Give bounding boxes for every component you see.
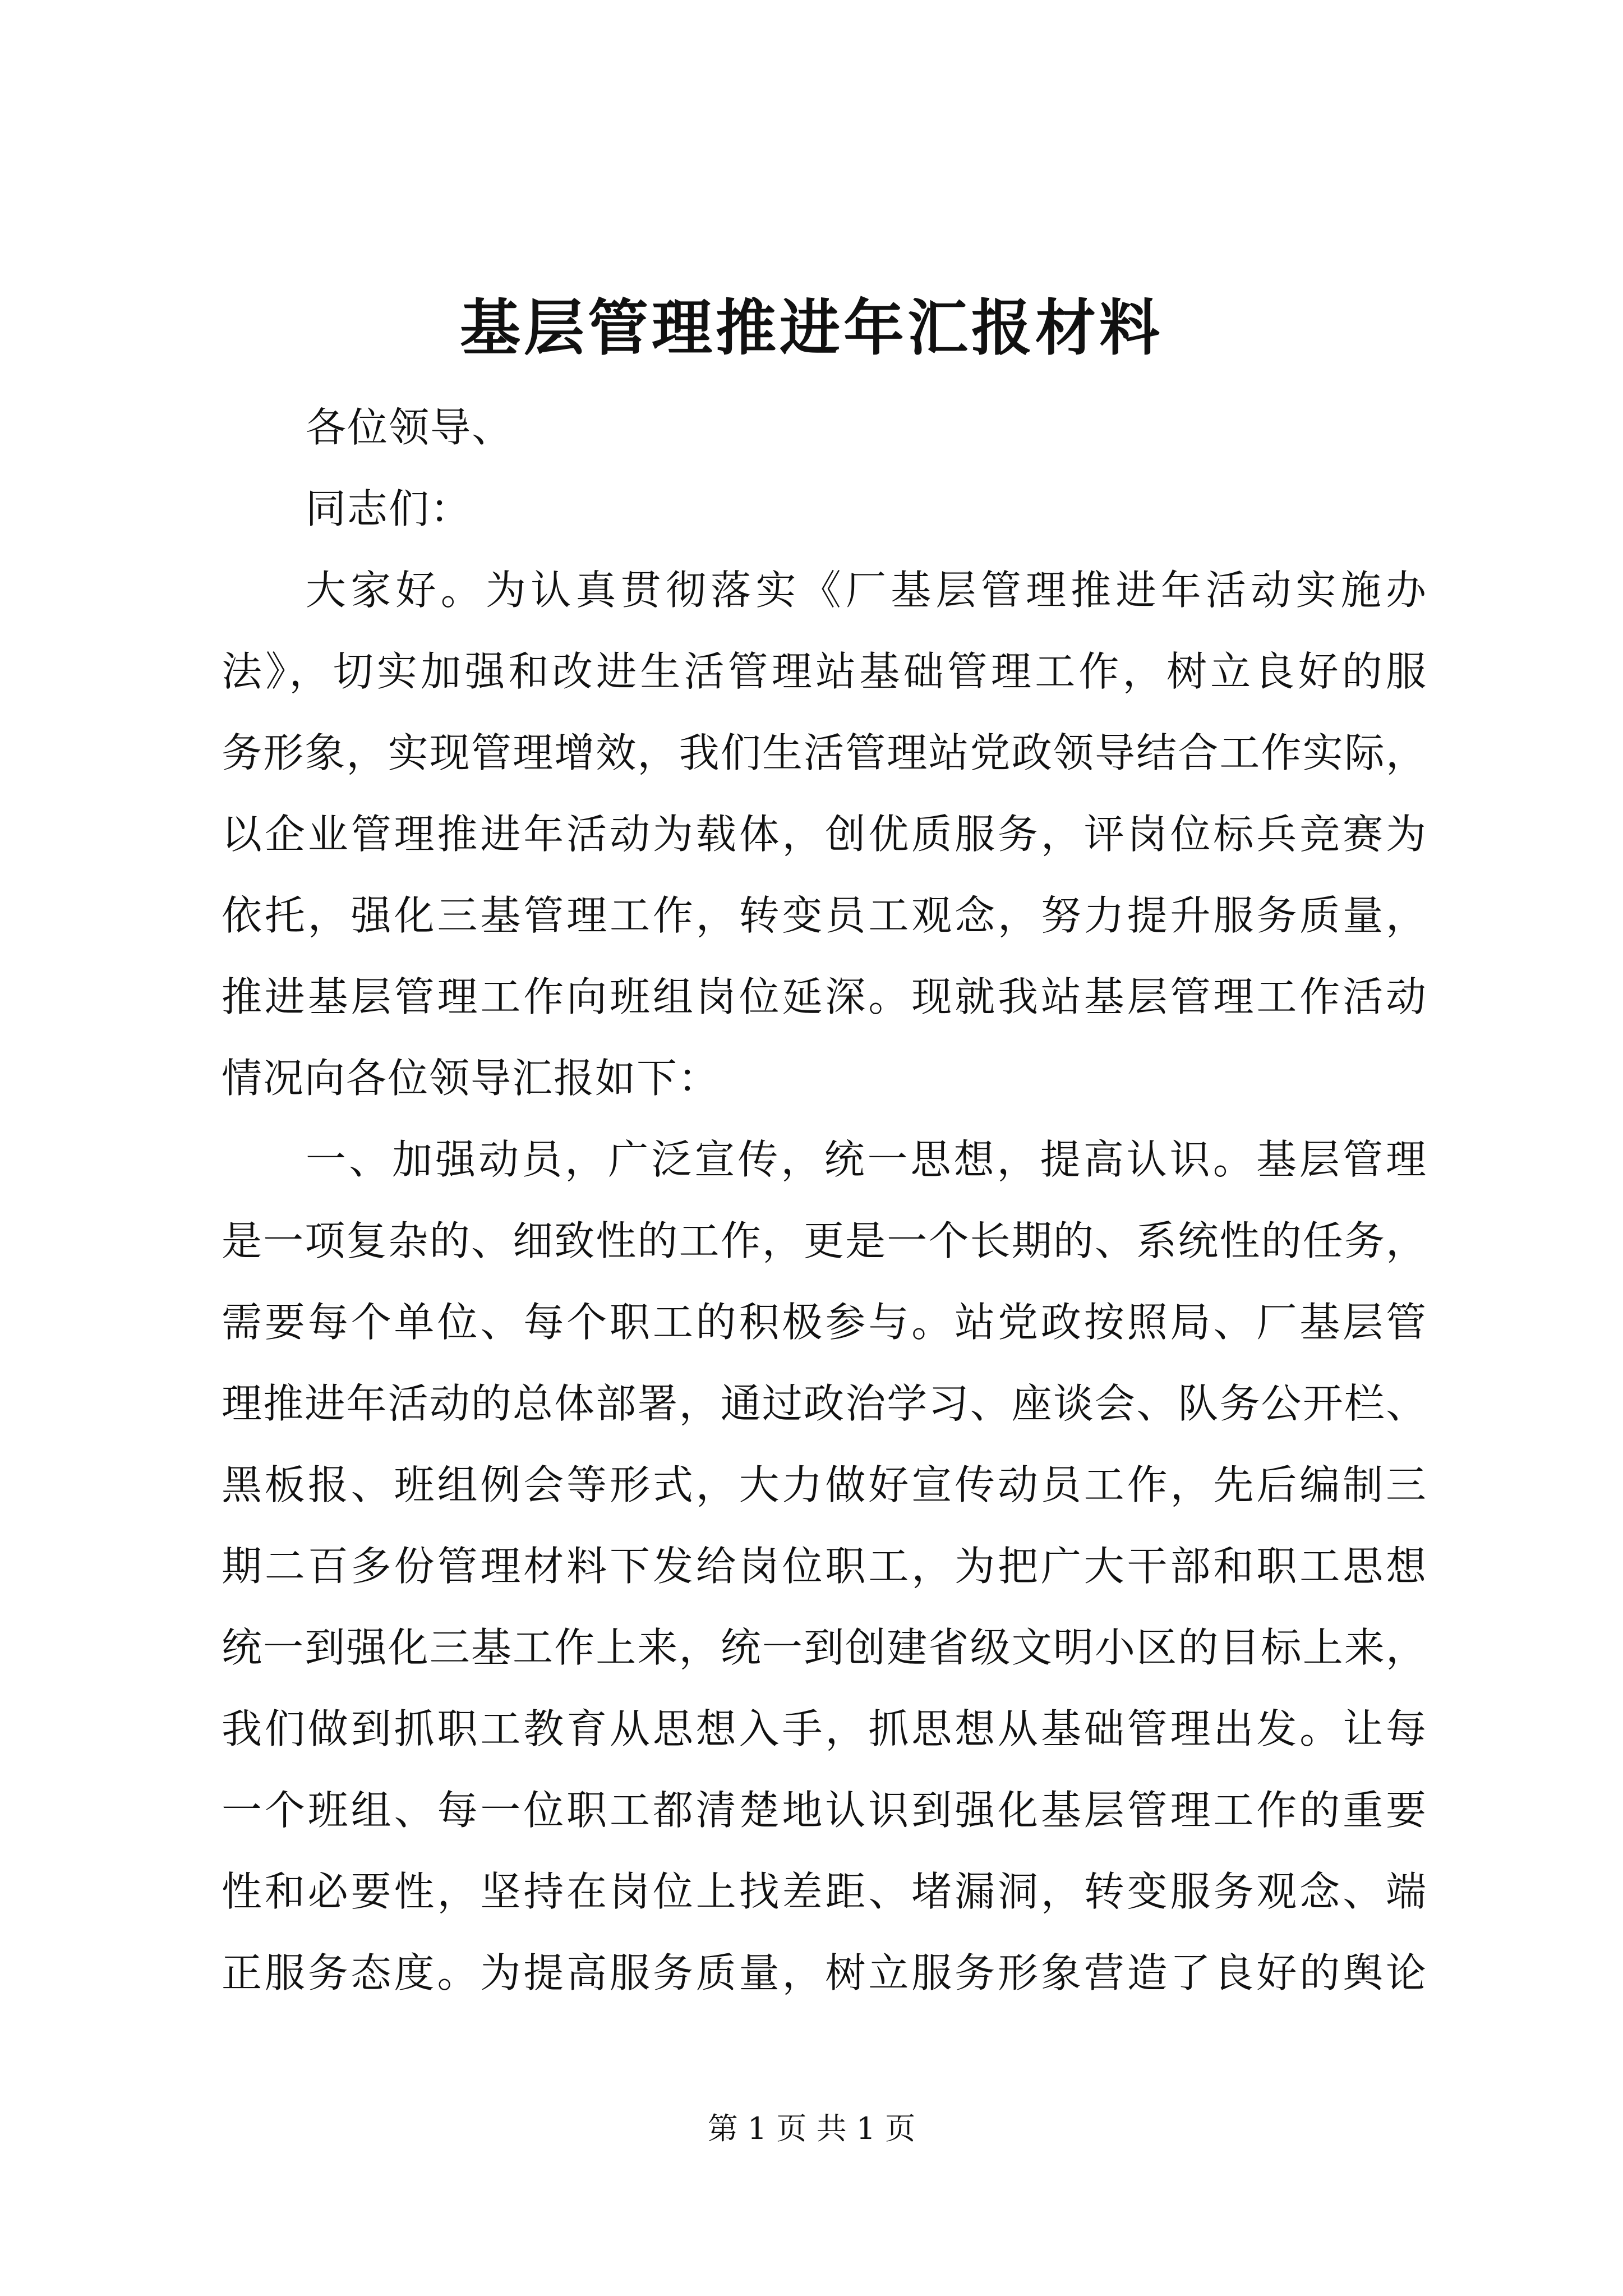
paragraph-line: 一、加强动员，广泛宣传，统一思想，提高认识。基层管理 <box>306 1136 1427 1183</box>
paragraph-line: 黑板报、班组例会等形式，大力做好宣传动员工作，先后编制三 <box>222 1461 1427 1508</box>
paragraph-line: 大家好。为认真贯彻落实《厂基层管理推进年活动实施办 <box>306 567 1427 614</box>
paragraph-line: 理推进年活动的总体部署，通过政治学习、座谈会、队务公开栏、 <box>222 1380 1427 1427</box>
paragraph-line: 务形象，实现管理增效，我们生活管理站党政领导结合工作实际， <box>222 729 1427 776</box>
paragraph-line: 一个班组、每一位职工都清楚地认识到强化基层管理工作的重要 <box>222 1787 1427 1834</box>
paragraph-line: 期二百多份管理材料下发给岗位职工，为把广大干部和职工思想 <box>222 1543 1427 1590</box>
paragraph-line: 情况向各位领导汇报如下： <box>222 1055 720 1102</box>
paragraph-line: 是一项复杂的、细致性的工作，更是一个长期的、系统性的任务， <box>222 1217 1427 1264</box>
document-title: 基层管理推进年汇报材料 <box>459 293 1163 364</box>
paragraph-line: 推进基层管理工作向班组岗位延深。现就我站基层管理工作活动 <box>222 973 1427 1020</box>
paragraph-line: 需要每个单位、每个职工的积极参与。站党政按照局、厂基层管 <box>222 1299 1427 1346</box>
paragraph-line: 法》，切实加强和改进生活管理站基础管理工作，树立良好的服 <box>222 648 1427 695</box>
paragraph-line: 依托，强化三基管理工作，转变员工观念，努力提升服务质量， <box>222 892 1427 939</box>
paragraph-line: 我们做到抓职工教育从思想入手，抓思想从基础管理出发。让每 <box>222 1705 1427 1752</box>
paragraph-line: 统一到强化三基工作上来，统一到创建省级文明小区的目标上来， <box>222 1624 1427 1671</box>
paragraph-line: 以企业管理推进年活动为载体，创优质服务，评岗位标兵竞赛为 <box>222 811 1427 858</box>
document-body <box>222 387 1427 2014</box>
paragraph-line: 性和必要性，坚持在岗位上找差距、堵漏洞，转变服务观念、端 <box>222 1868 1427 1915</box>
salutation-line: 同志们： <box>306 485 472 532</box>
page-number-footer: 第 1 页 共 1 页 <box>707 2111 916 2146</box>
salutation-line: 各位领导、 <box>306 404 514 451</box>
paragraph-line: 正服务态度。为提高服务质量，树立服务形象营造了良好的舆论 <box>222 1949 1427 1996</box>
